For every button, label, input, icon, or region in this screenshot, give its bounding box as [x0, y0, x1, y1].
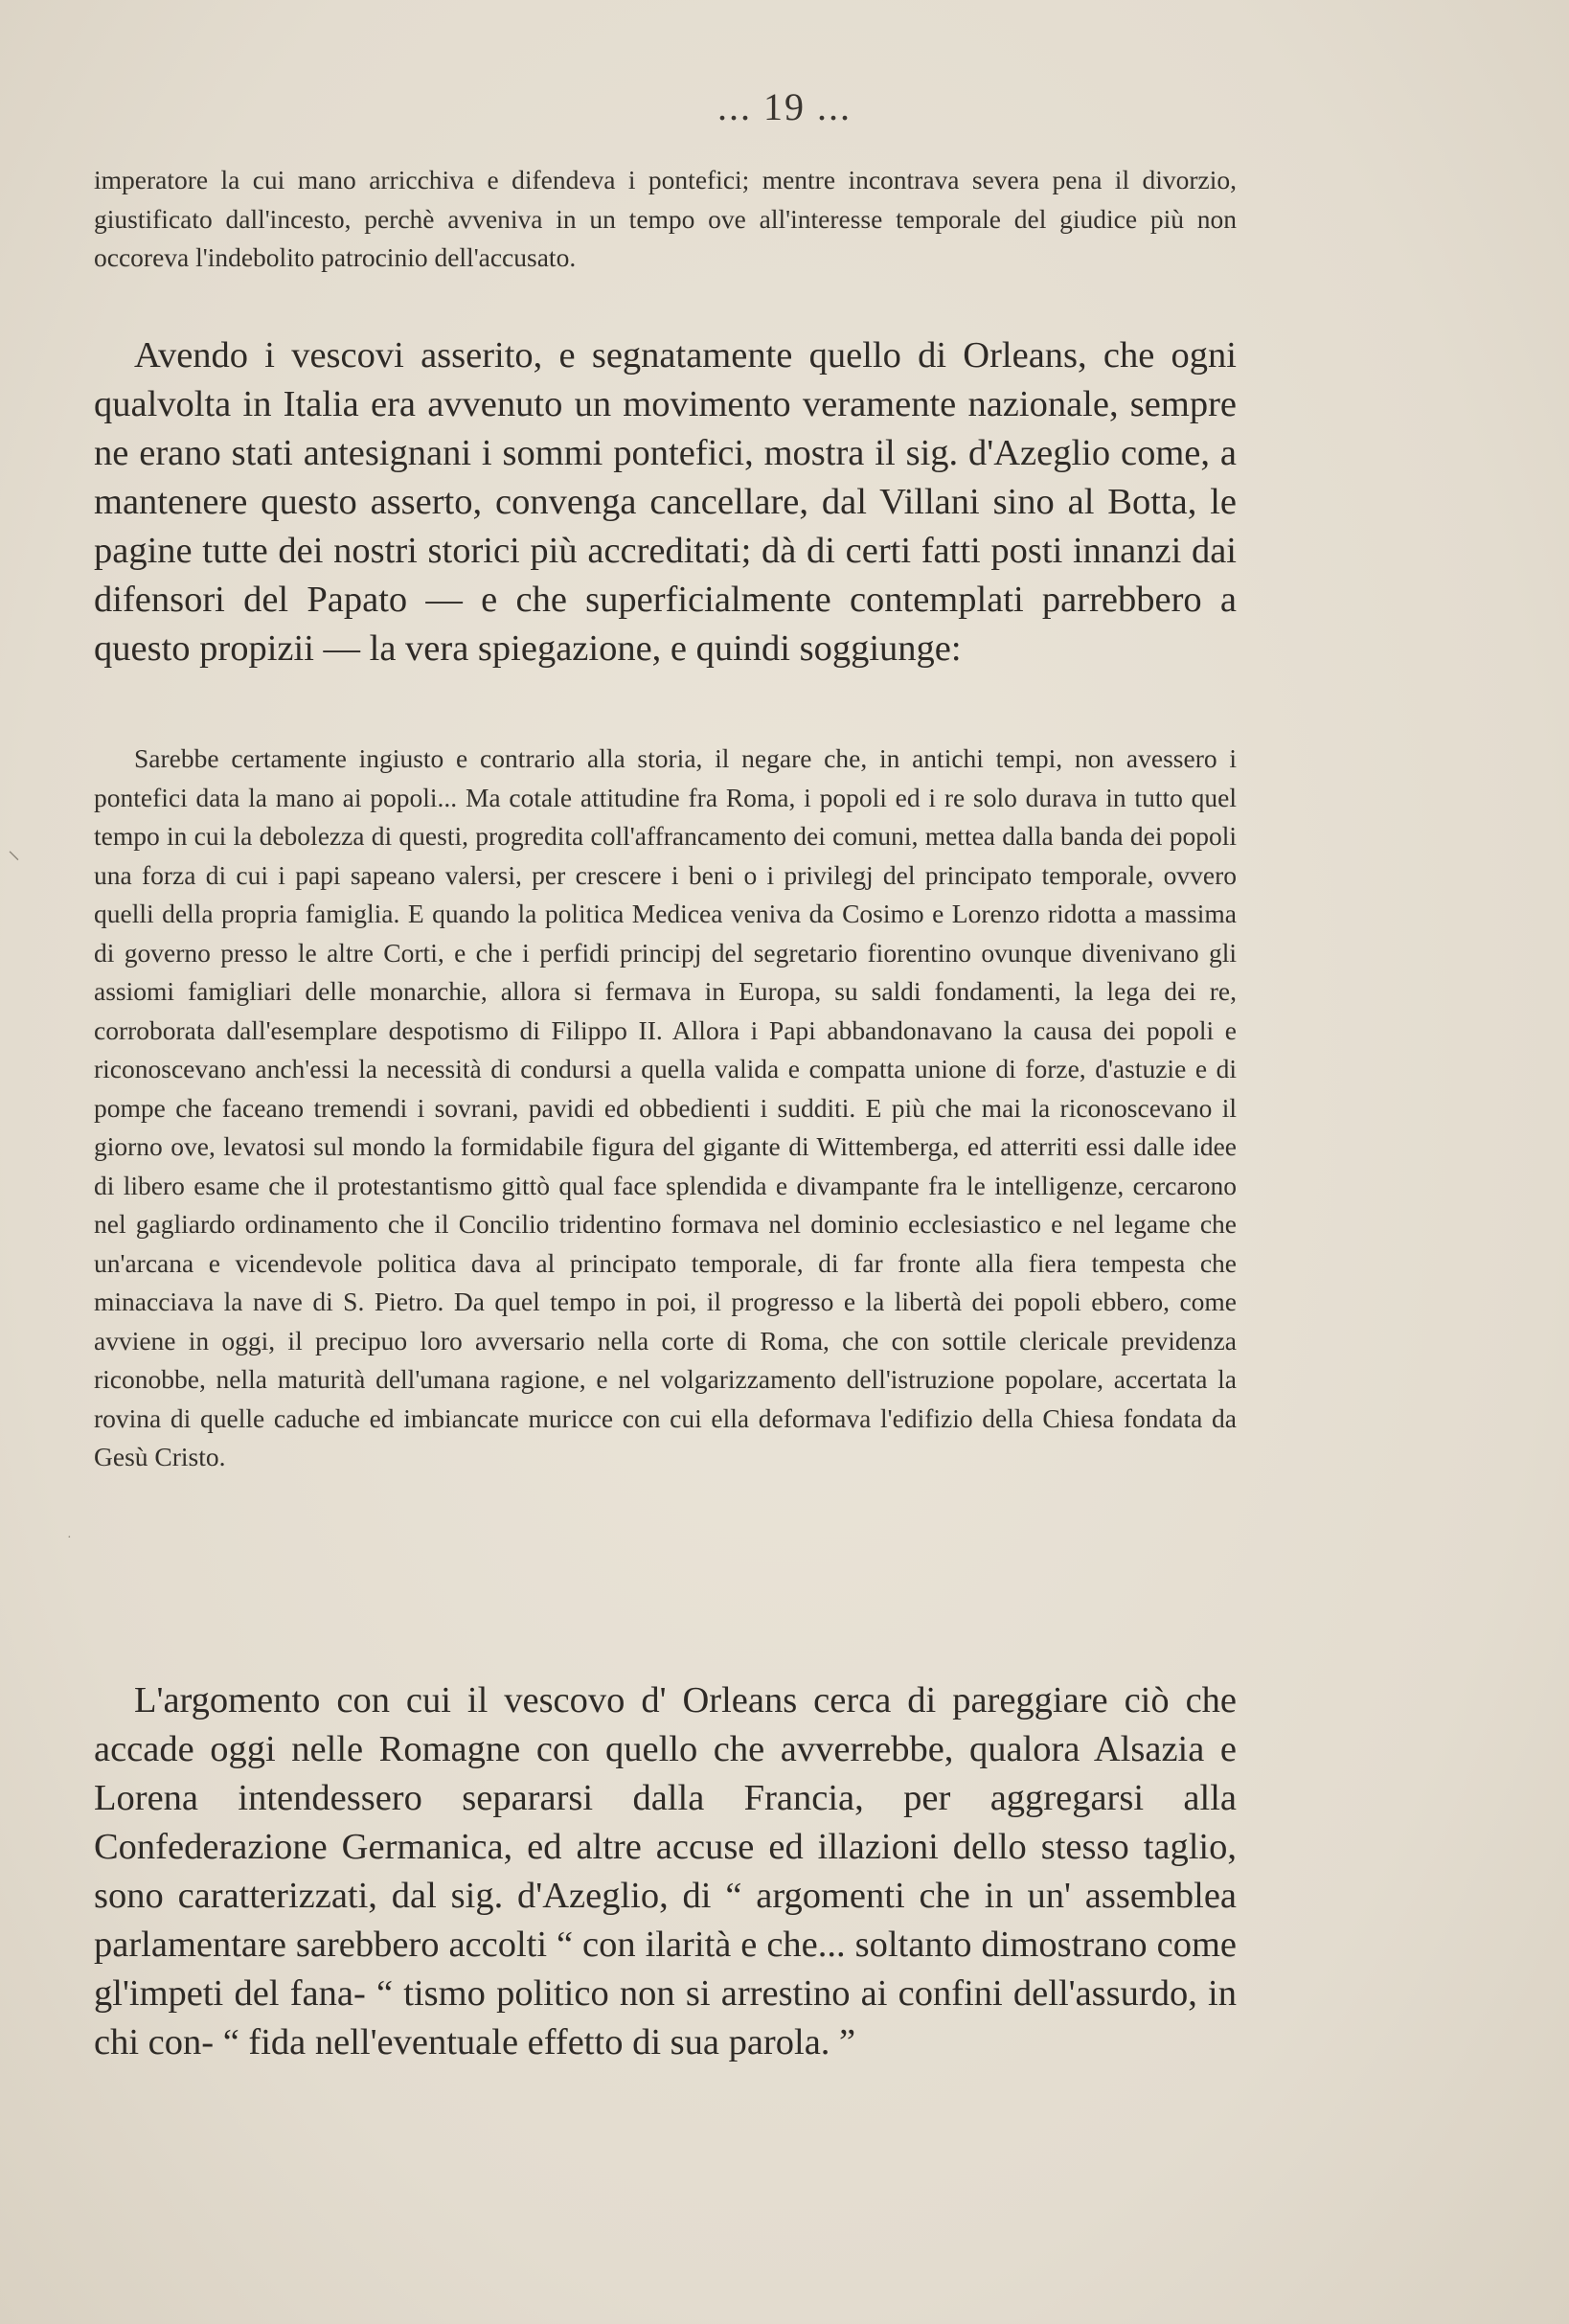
paragraph-quotation: Sarebbe certamente ingiusto e contrario alla storia, il negare che, in antichi tempi, non avessero i pontefici data la mano ai popoli... Ma cotale attitudine fra Roma, i popoli ed i re solo durava in tutto quel tempo in cui la debolezza di questi, progredita coll'affrancamento dei comuni, mettea dalla banda dei popoli una forza di cui i papi sapeano valersi, per crescere i beni o i privilegj del principato temporale, ovvero quelli della propria famiglia. E quando la politica Medicea veniva da Cosimo e Lorenzo ridotta a massima di governo presso le altre Corti, e che i perfidi principj del segretario fiorentino ovunque divenivano gli assiomi famigliari delle monarchie, allora si fermava in Europa, su saldi fondamenti, la lega dei re, corroborata dall'esemplare despotismo di Filippo II. Allora i Papi abbandonavano la causa dei popoli e riconoscevano anch'essi la necessità di condursi a quella valida e compatta unione di forze, d'astuzie e di pompe che faceano tremendi i sovrani, pavidi ed obbedienti i sudditi. E più che mai la riconoscevano il giorno ove, levatosi sul mondo la formidabile figura del gigante di Wittemberga, ed atterriti essi dalle idee di libero esame che il protestantismo gittò qual face splendida e divampante fra le intelligenze, cercarono nel gagliardo ordinamento che il Concilio tridentino formava nel dominio ecclesiastico e nel legame che un'arcana e vicendevole politica dava al principato temporale, di far fronte alla fiera tempesta che minacciava la nave di S. Pietro. Da quel tempo in poi, il progresso e la libertà dei popoli ebbero, come avviene in oggi, il precipuo loro avversario nella corte di Roma, che con sottile clericale previdenza riconobbe, nella maturità dell'umana ragione, e nel volgarizzamento dell'istruzione popolare, accertata la rovina di quelle caduche ed imbiancate muricce con cui ella deformava l'edifizio della Chiesa fondata da Gesù Cristo.: [94, 743, 1237, 1471]
paragraph-orleans-argument: L'argomento con cui il vescovo d' Orleans cerca di pareggiare ciò che accade oggi nelle Romagne con quello che avverrebbe, qualora Alsazia e Lorena intendessero separarsi dalla Francia, per aggregarsi alla Confederazione Germanica, ed altre accuse ed illazioni dello stesso taglio, sono caratterizzati, dal sig. d'Azeglio, di “ argomenti che in un' assemblea parlamentare sarebbero accolti “ con ilarità e che... soltanto dimostrano come gl'impeti del fana- “ tismo politico non si arrestino ai confini dell'assurdo, in chi con- “ fida nell'eventuale effetto di sua parola. ”: [94, 1680, 1237, 2062]
paragraph-azeglio-argument: Avendo i vescovi asserito, e segnatamente quello di Orleans, che ogni qualvolta in Italia era avvenuto un movimento veramente nazionale, sempre ne erano stati antesignani i sommi pontefici, mostra il sig. d'Azeglio come, a mantenere questo asserto, convenga cancellare, dal Villani sino al Botta, le pagine tutte dei nostri storici più accreditati; dà di certi fatti posti innanzi dai difensori del Papato — e che superficialmente contemplati parrebbero a questo propizii — la vera spiegazione, e quindi soggiunge:: [94, 335, 1237, 669]
paragraph-continuation: imperatore la cui mano arricchiva e difendeva i pontefici; mentre incontrava severa pena il divorzio, giustificato dall'incesto, perchè avveniva in un tempo ove all'interesse temporale del giudice più non occoreva l'indebolito patrocinio dell'accusato.: [94, 165, 1237, 272]
margin-dot: ·: [67, 1531, 72, 1545]
page-number: ... 19 ...: [717, 85, 852, 128]
margin-mark: ⸜: [8, 836, 21, 864]
